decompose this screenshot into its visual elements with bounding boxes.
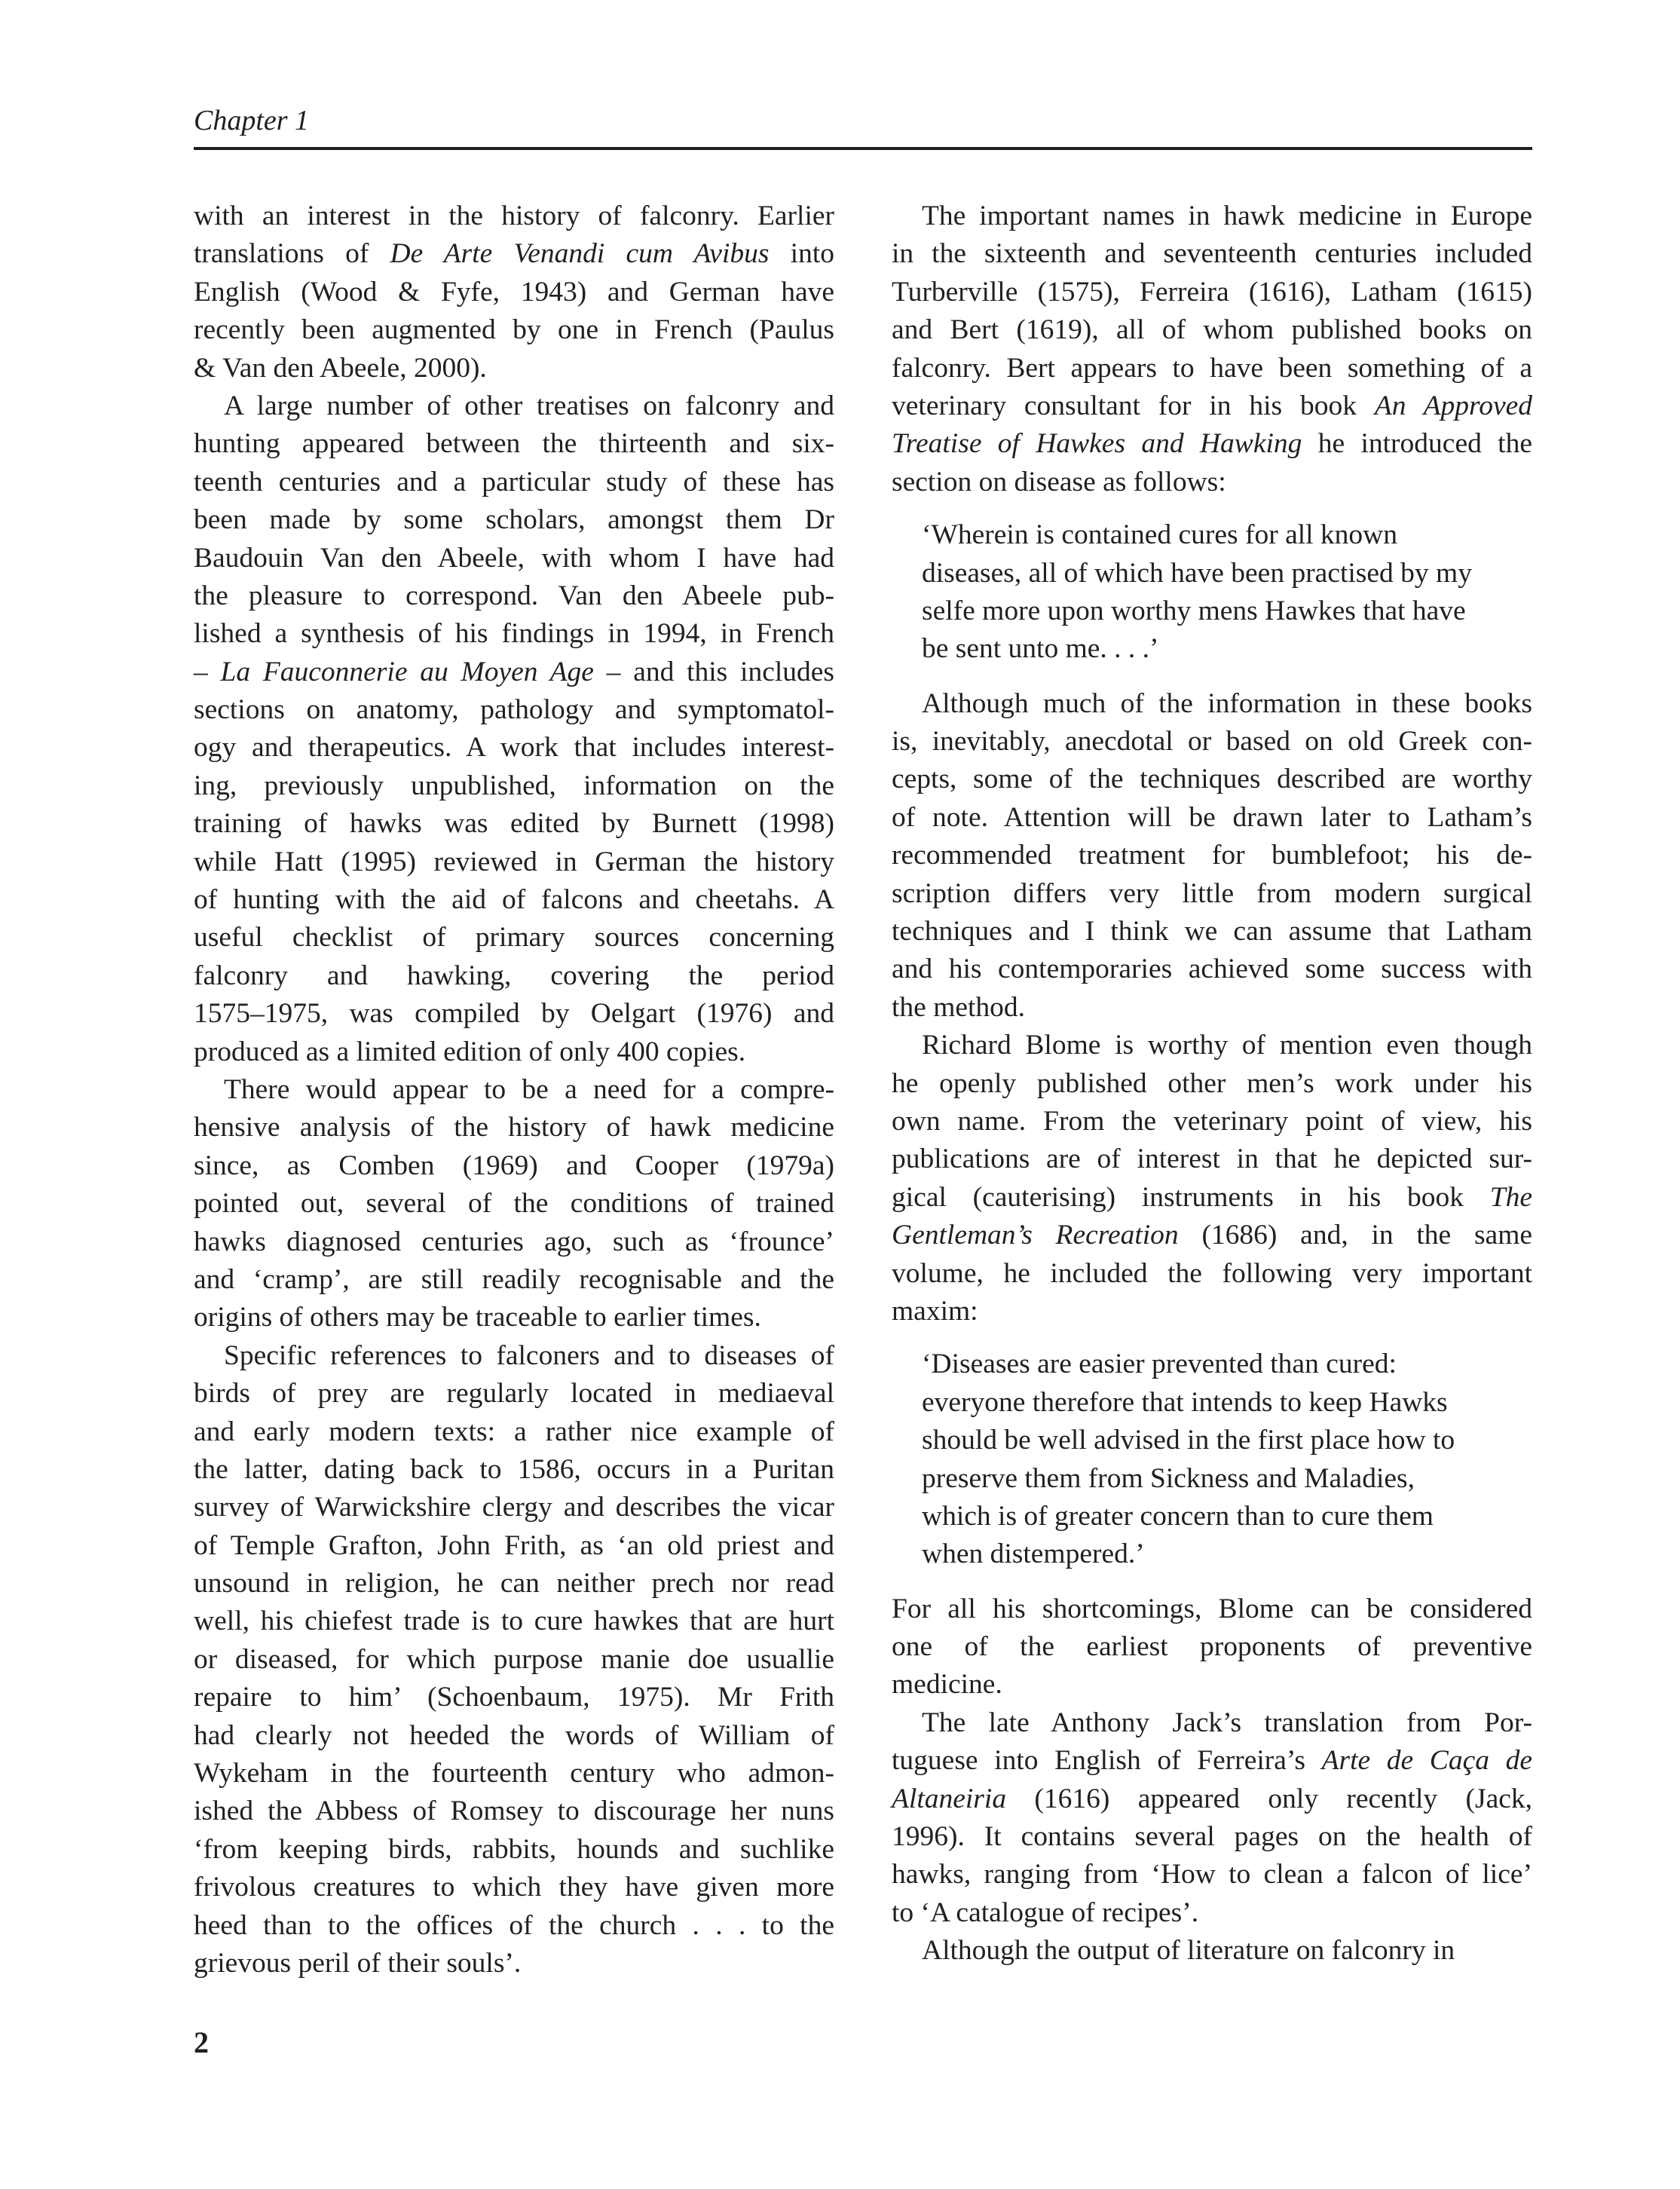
text-line: hawks, ranging from ‘How to clean a falcon of lice’ (892, 1859, 1532, 1890)
text-line: volume, he included the following very important (892, 1257, 1532, 1289)
text-line: selfe more upon worthy mens Hawkes that have (922, 595, 1466, 626)
text-line: heed than to the offices of the church . . . to the (194, 1909, 834, 1941)
text-line: – La Fauconnerie au Moyen Age – and this includes (194, 656, 835, 687)
text-line: Turberville (1575), Ferreira (1616), Latham (1615) (892, 276, 1532, 308)
italic-title: Arte de Caça de (1321, 1745, 1532, 1777)
text-line: and early modern texts: a rather nice example of (194, 1416, 834, 1447)
text-line: hunting appeared between the thirteenth and six- (194, 428, 834, 460)
text-line: A large number of other treatises on falconry and (224, 390, 834, 421)
text-line: origins of others may be traceable to earlier times. (194, 1302, 761, 1333)
text-line: which is of greater concern than to cure them (922, 1500, 1434, 1532)
text-line: lished a synthesis of his findings in 1994, in French (194, 618, 834, 650)
right-text-column (892, 197, 1532, 1970)
text-line: been made by some scholars, amongst them Dr (194, 504, 834, 536)
text-line: unsound in religion, he can neither prech nor read (194, 1568, 834, 1600)
text-line: produced as a limited edition of only 400 copies. (194, 1036, 746, 1067)
paragraph (892, 685, 1532, 1027)
block-quote (892, 1346, 1532, 1573)
text-line: of note. Attention will be drawn later to Latham’s (892, 801, 1532, 833)
text-line: sections on anatomy, pathology and symptomatol- (194, 694, 834, 726)
paragraph (892, 1027, 1532, 1330)
text-line: when distempered.’ (922, 1538, 1145, 1570)
italic-title: De Arte Venandi cum Avibus (390, 238, 770, 270)
text-line: while Hatt (1995) reviewed in German the history (194, 846, 834, 877)
text-line: Baudouin Van den Abeele, with whom I have had (194, 542, 834, 574)
text-line: section on disease as follows: (892, 466, 1226, 498)
text-line: translations of De Arte Venandi cum Avibus into (194, 238, 834, 270)
text-line: hensive analysis of the history of hawk medicine (194, 1112, 834, 1143)
text-line: of Temple Grafton, John Frith, as ‘an old priest and (194, 1529, 834, 1561)
text-line: in the sixteenth and seventeenth centuries included (892, 238, 1532, 270)
text-line: There would appear to be a need for a compre- (224, 1073, 834, 1105)
text-line: training of hawks was edited by Burnett (1998) (194, 808, 834, 840)
italic-title: Altaneiria (892, 1783, 1007, 1814)
italic-title: Gentleman’s Recreation (892, 1220, 1179, 1251)
header-rule-divider (194, 147, 1532, 150)
text-line: Altaneiria (1616) appeared only recently (Jack, (892, 1783, 1532, 1814)
text-line: be sent unto me. . . .’ (922, 633, 1159, 665)
text-line: Treatise of Hawkes and Hawking he introduced the (892, 428, 1532, 460)
text-line: Wykeham in the fourteenth century who admon- (194, 1758, 834, 1789)
text-line: scription differs very little from modern surgical (892, 877, 1532, 909)
paragraph (892, 197, 1532, 501)
text-line: The late Anthony Jack’s translation from Por- (922, 1707, 1532, 1738)
text-line: hawks diagnosed centuries ago, such as ‘frounce’ (194, 1226, 834, 1257)
block-quote (892, 516, 1532, 669)
text-line: Gentleman’s Recreation (1686) and, in the same (892, 1220, 1533, 1251)
text-line: ing, previously unpublished, information on the (194, 770, 834, 801)
text-line: should be well advised in the first place how to (922, 1425, 1455, 1456)
text-line: with an interest in the history of falconry. Earlier (194, 201, 834, 231)
text-line: 1575–1975, was compiled by Oelgart (1976) and (194, 998, 834, 1030)
text-line: maxim: (892, 1295, 978, 1327)
text-line: ‘Wherein is contained cures for all known (922, 519, 1398, 551)
paragraph (892, 1704, 1532, 1932)
text-line: well, his chiefest trade is to cure hawkes that are hurt (194, 1606, 834, 1637)
text-line: is, inevitably, anecdotal or based on old Greek con- (892, 726, 1532, 758)
text-line: gical (cauterising) instruments in his book The (892, 1181, 1532, 1213)
text-line: ished the Abbess of Romsey to discourage her nuns (194, 1796, 834, 1827)
text-line: preserve them from Sickness and Maladies, (922, 1462, 1415, 1494)
paragraph (194, 197, 834, 387)
text-line: Although the output of literature on falconry in (922, 1935, 1455, 1967)
text-line: and ‘cramp’, are still readily recognisable and the (194, 1263, 834, 1295)
left-text-column (194, 197, 834, 1982)
text-line: had clearly not heeded the words of William of (194, 1719, 834, 1751)
text-line: 1996). It contains several pages on the health of (892, 1821, 1532, 1853)
text-line: recommended treatment for bumblefoot; his de- (892, 840, 1532, 871)
text-line: frivolous creatures to which they have given more (194, 1872, 834, 1903)
page-number: 2 (194, 2025, 209, 2059)
text-line: recently been augmented by one in French (Paulus (194, 314, 834, 346)
text-line: to ‘A catalogue of recipes’. (892, 1897, 1199, 1928)
text-line: tuguese into English of Ferreira’s Arte de Caça de (892, 1745, 1532, 1777)
text-line: veterinary consultant for in his book An Approved (892, 390, 1532, 421)
text-line: useful checklist of primary sources concerning (194, 922, 834, 954)
paragraph (194, 1337, 834, 1983)
text-line: publications are of interest in that he depicted sur- (892, 1143, 1532, 1175)
text-line: techniques and I think we can assume that Latham (892, 916, 1532, 948)
text-line: everyone therefore that intends to keep Hawks (922, 1386, 1448, 1418)
text-line: repaire to him’ (Schoenbaum, 1975). Mr Frith (194, 1682, 834, 1713)
text-line: Although much of the information in these books (922, 687, 1532, 719)
paragraph (892, 1932, 1532, 1970)
text-line: falconry and hawking, covering the period (194, 960, 834, 991)
text-line: Specific references to falconers and to diseases of (224, 1339, 834, 1371)
italic-title: La Fauconnerie au Moyen Age (220, 656, 594, 687)
text-line: one of the earliest proponents of preventive (892, 1631, 1532, 1663)
text-line: the latter, dating back to 1586, occurs in a Puritan (194, 1453, 834, 1485)
italic-title: An Approved (1374, 390, 1532, 421)
text-line: teenth centuries and a particular study of these has (194, 466, 834, 498)
text-line: own name. From the veterinary point of view, his (892, 1105, 1532, 1137)
paragraph (892, 1590, 1532, 1704)
text-line: he openly published other men’s work under his (892, 1067, 1532, 1099)
paragraph (194, 1071, 834, 1337)
text-line: For all his shortcomings, Blome can be considered (892, 1593, 1532, 1624)
text-line: ‘Diseases are easier prevented than cured: (922, 1349, 1397, 1380)
italic-title: Treatise of Hawkes and Hawking (892, 428, 1302, 460)
text-line: or diseased, for which purpose manie doe usuallie (194, 1643, 834, 1675)
text-line: and his contemporaries achieved some success with (892, 954, 1532, 985)
italic-title: The (1489, 1181, 1532, 1213)
text-line: the pleasure to correspond. Van den Abeele pub- (194, 580, 834, 611)
paragraph (194, 387, 834, 1071)
text-line: the method. (892, 991, 1026, 1023)
text-line: survey of Warwickshire clergy and describes the vicar (194, 1492, 834, 1523)
text-line: ogy and therapeutics. A work that includes interest- (194, 732, 834, 764)
text-line: pointed out, several of the conditions of trained (194, 1188, 834, 1220)
text-line: birds of prey are regularly located in mediaeval (194, 1378, 834, 1410)
text-line: diseases, all of which have been practised by my (922, 557, 1472, 589)
text-line: grievous peril of their souls’. (194, 1947, 522, 1979)
text-line: since, as Comben (1969) and Cooper (1979a) (194, 1150, 834, 1181)
text-line: medicine. (892, 1669, 1002, 1701)
text-line: ‘from keeping birds, rabbits, hounds and suchlike (194, 1833, 834, 1865)
text-line: falconry. Bert appears to have been something of a (892, 352, 1532, 384)
text-line: of hunting with the aid of falcons and cheetahs. A (194, 884, 834, 916)
running-head-chapter: Chapter 1 (194, 105, 310, 136)
text-line: English (Wood & Fyfe, 1943) and German have (194, 276, 834, 308)
text-line: The important names in hawk medicine in Europe (922, 201, 1532, 231)
text-line: & Van den Abeele, 2000). (194, 352, 487, 384)
text-line: cepts, some of the techniques described are worthy (892, 764, 1532, 795)
text-line: and Bert (1619), all of whom published books on (892, 314, 1532, 346)
text-line: Richard Blome is worthy of mention even though (922, 1030, 1532, 1061)
